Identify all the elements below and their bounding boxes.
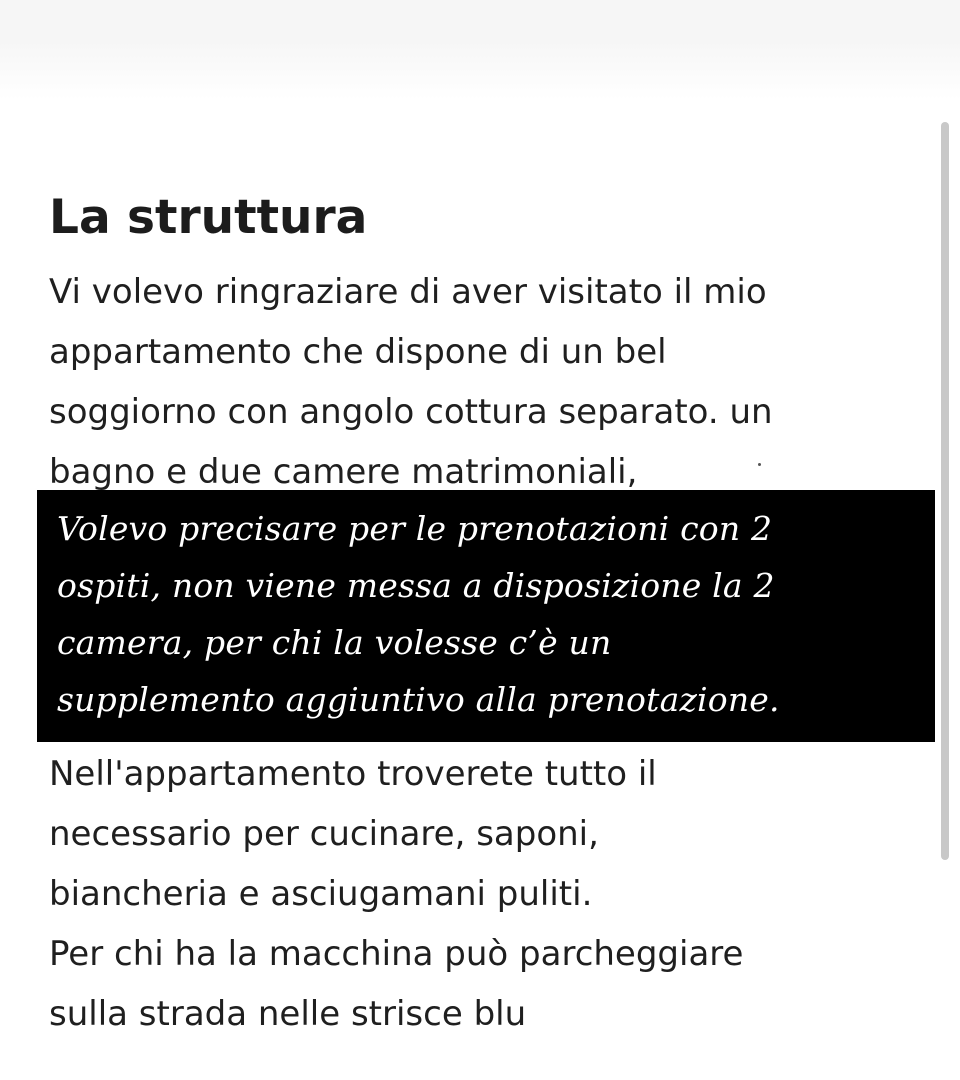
intro-line: Vi volevo ringraziare di aver visitato il mio [49, 272, 767, 312]
section-title: La struttura [49, 190, 368, 245]
note-overlay [37, 490, 935, 742]
details-paragraph [49, 744, 743, 1044]
details-line: necessario per cucinare, saponi, [49, 814, 599, 854]
details-line: sulla strada nelle strisce blu [49, 994, 527, 1034]
top-bar-shadow [0, 40, 960, 100]
note-line: supplemento aggiuntivo alla prenotazione. [57, 680, 780, 719]
note-text [57, 500, 780, 728]
details-line: Per chi ha la macchina può parcheggiare [49, 934, 744, 974]
intro-line: soggiorno con angolo cottura separato. un [49, 392, 773, 432]
intro-line: appartamento che dispone di un bel [49, 332, 667, 372]
intro-paragraph [49, 262, 773, 490]
intro-line: bagno e due camere matrimoniali, [49, 452, 638, 490]
note-line: camera, per chi la volesse c’è un [57, 623, 612, 662]
stray-dot [758, 463, 761, 466]
details-line: Nell'appartamento troverete tutto il [49, 754, 657, 794]
note-line: Volevo precisare per le prenotazioni con 2 [57, 509, 773, 548]
note-line: ospiti, non viene messa a disposizione la 2 [57, 566, 775, 605]
top-bar [0, 0, 960, 40]
details-line: biancheria e asciugamani puliti. [49, 874, 593, 914]
scrollbar[interactable] [941, 122, 949, 860]
